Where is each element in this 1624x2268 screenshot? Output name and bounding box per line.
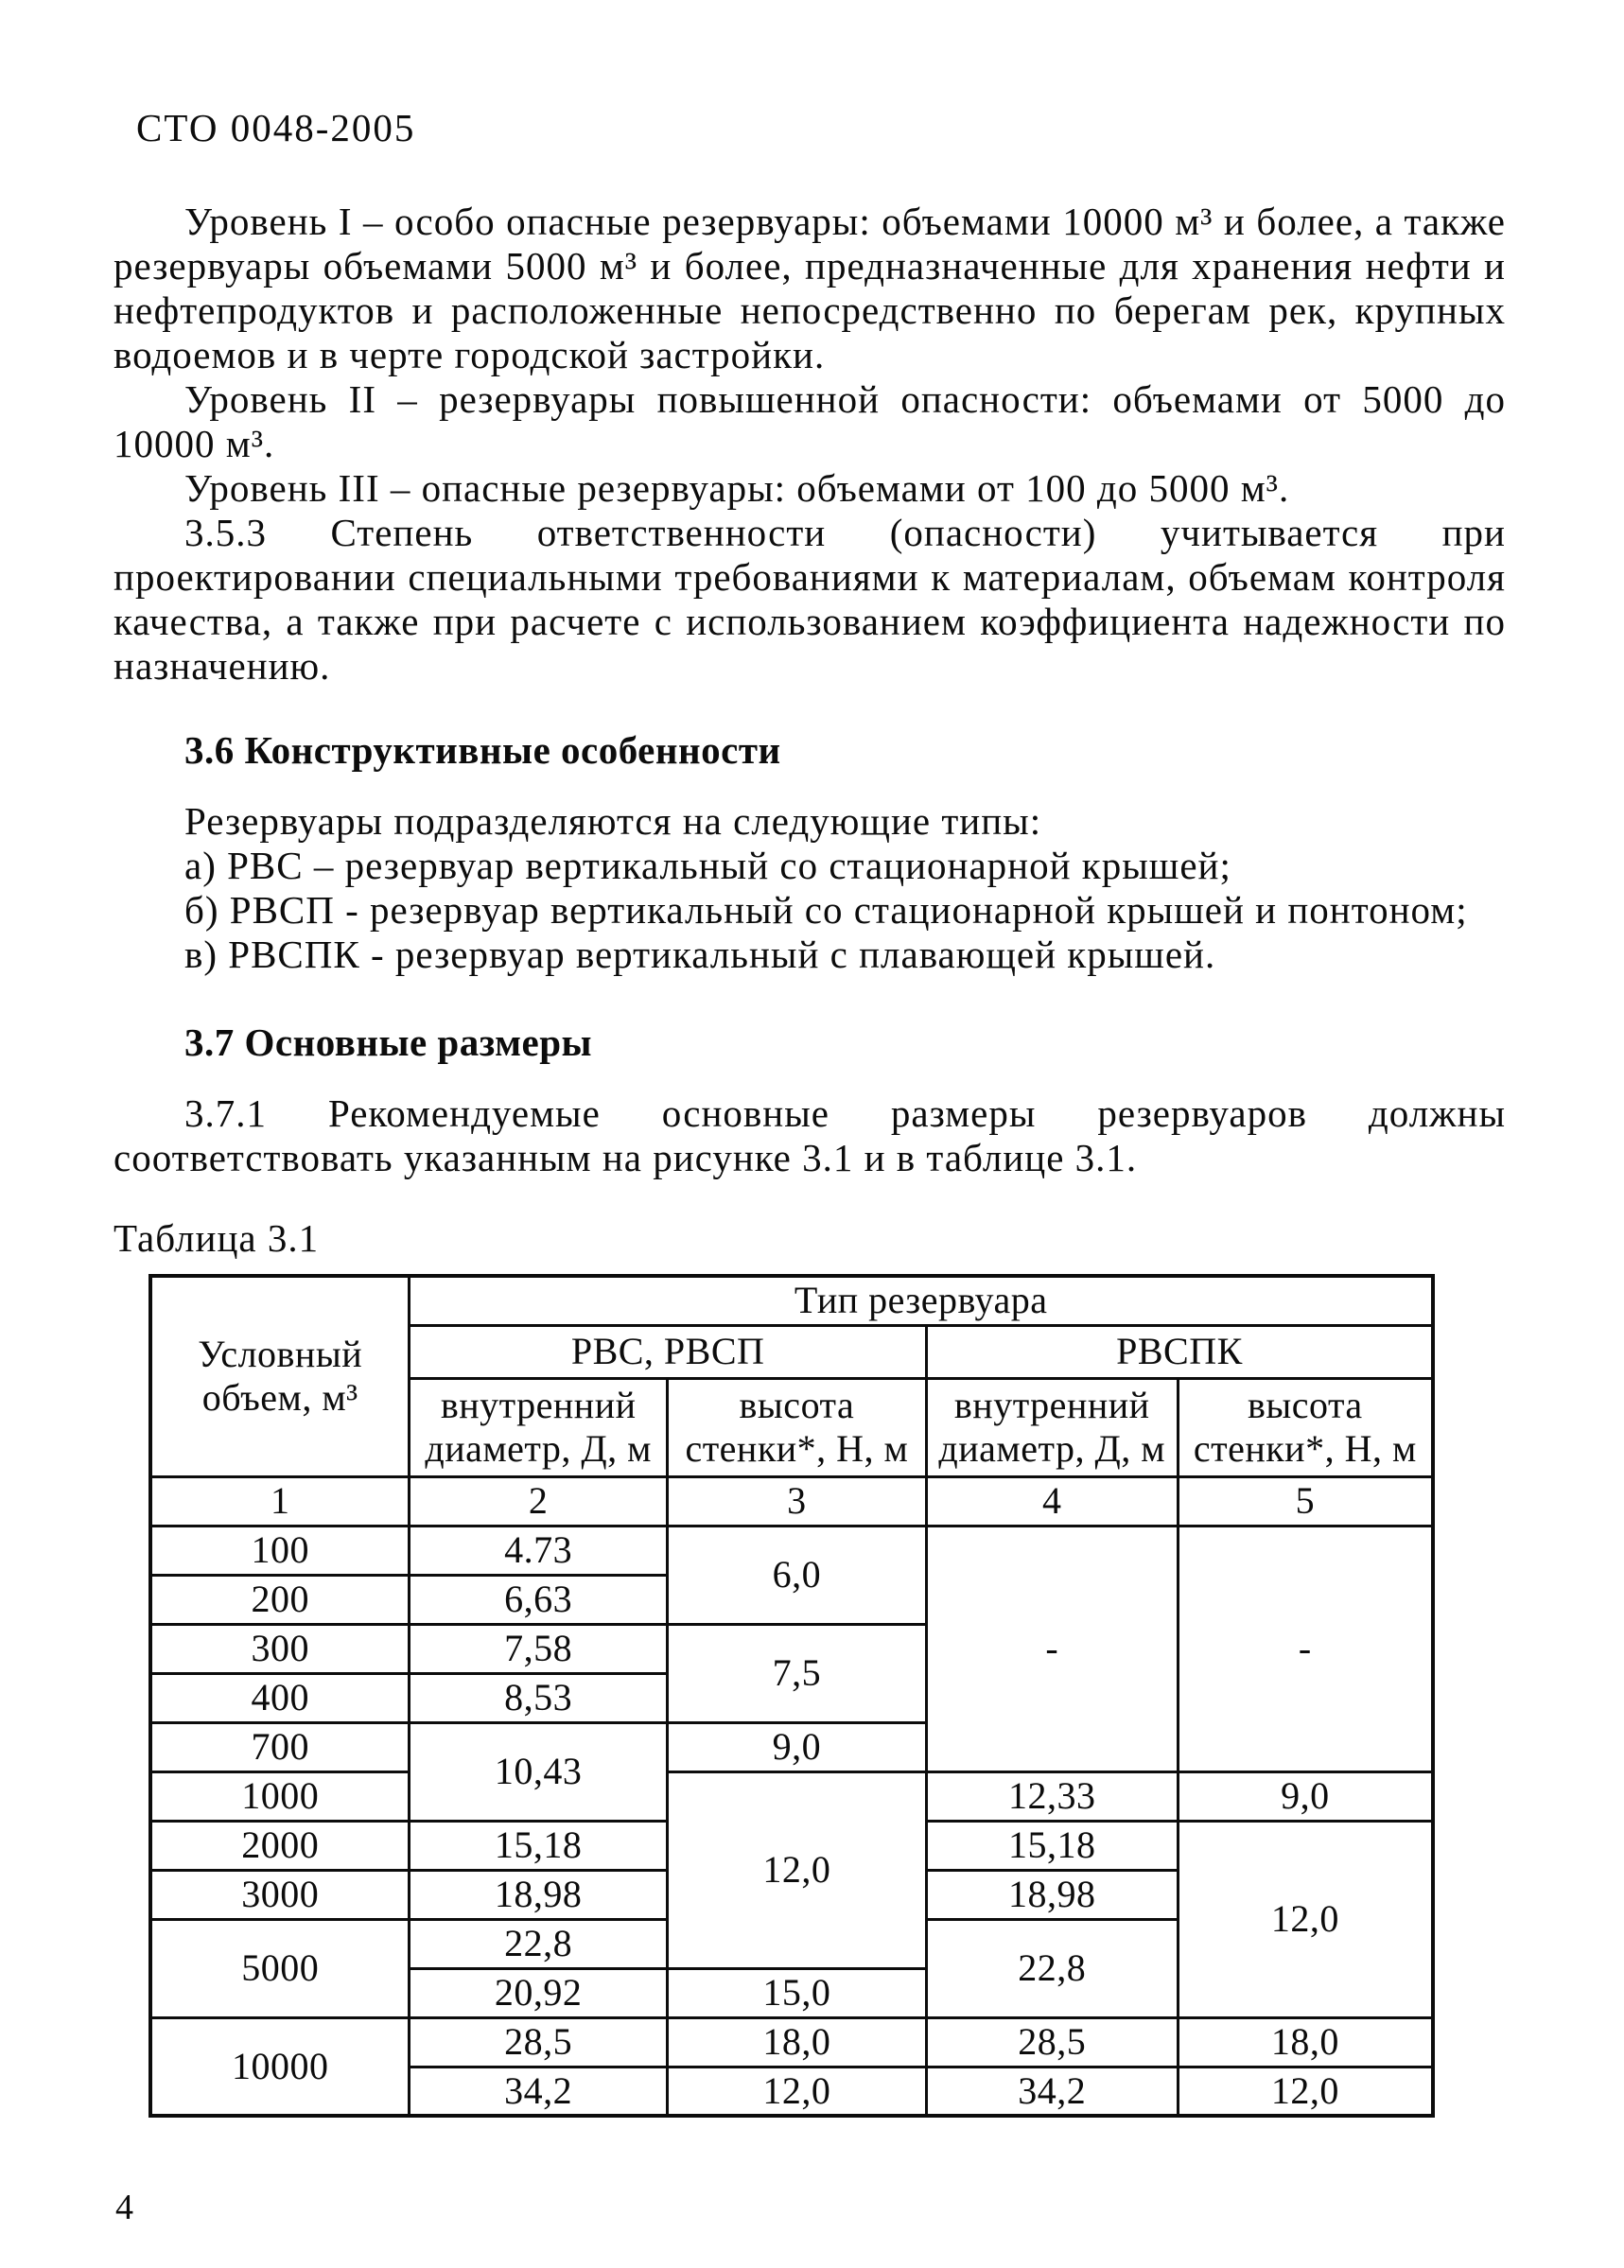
cell-d-rvs: 20,92 [410,1968,668,2017]
cell-d-rvspk-empty: - [926,1526,1178,1771]
cell-d-rvs: 34,2 [410,2067,668,2116]
col-index-4: 4 [926,1476,1178,1526]
col-index-3: 3 [667,1476,926,1526]
cell-h-rvspk: 9,0 [1178,1771,1433,1821]
table-caption: Таблица 3.1 [114,1216,320,1260]
col-index-1: 1 [150,1476,410,1526]
cell-volume: 3000 [150,1870,410,1919]
cell-h-rvs: 12,0 [667,2067,926,2116]
header-cell-group-rvspk: РВСПК [926,1325,1433,1378]
header-cell-diameter-rvspk: внутренний диаметр, Д, м [926,1378,1178,1476]
cell-d-rvs: 10,43 [410,1722,668,1821]
paragraph-3-5-3: 3.5.3 Степень ответственности (опасности) учитывается при проектировании специальными требованиями к материалам, объемам контроля качества, а также при расчете с использованием коэффициента надежности по назначению. [114,511,1506,688]
cell-d-rvspk: 28,5 [926,2017,1178,2067]
cell-volume: 2000 [150,1821,410,1870]
cell-d-rvs: 22,8 [410,1919,668,1968]
cell-h-rvspk: 12,0 [1178,2067,1433,2116]
header-cell-height-rvspk: высота стенки*, Н, м [1178,1378,1433,1476]
cell-h-rvs: 7,5 [667,1624,926,1722]
list-item-v: в) РВСПК - резервуар вертикальный с плавающей крышей. [184,933,1216,976]
cell-h-rvs: 18,0 [667,2017,926,2067]
cell-volume: 5000 [150,1919,410,2017]
header-cell-type: Тип резервуара [410,1276,1433,1325]
cell-d-rvs: 15,18 [410,1821,668,1870]
header-cell-group-rvs: РВС, РВСП [410,1325,926,1378]
cell-volume: 300 [150,1624,410,1673]
cell-d-rvspk: 22,8 [926,1919,1178,2017]
cell-h-rvspk: 18,0 [1178,2017,1433,2067]
header-cell-volume: Условный объем, м³ [150,1276,410,1476]
cell-volume: 400 [150,1673,410,1722]
cell-h-rvs: 12,0 [667,1771,926,1968]
list-item-b: б) РВСП - резервуар вертикальный со стационарной крышей и понтоном; [184,888,1468,932]
cell-d-rvspk: 34,2 [926,2067,1178,2116]
cell-h-rvspk: 12,0 [1178,1821,1433,2017]
header-cell-diameter-rvs: внутренний диаметр, Д, м [410,1378,668,1476]
paragraph-level-2: Уровень II – резервуары повышенной опасности: объемами от 5000 до 10000 м³. [114,377,1506,465]
paragraph-types-intro: Резервуары подразделяются на следующие типы: [184,799,1042,843]
cell-h-rvspk-empty: - [1178,1526,1433,1771]
cell-d-rvspk: 15,18 [926,1821,1178,1870]
paragraph-3-7-1: 3.7.1 Рекомендуемые основные размеры резервуаров должны соответствовать указанным на рисунке 3.1 и в таблице 3.1. [114,1091,1506,1179]
cell-d-rvspk: 12,33 [926,1771,1178,1821]
cell-d-rvs: 7,58 [410,1624,668,1673]
page-number: 4 [115,2188,133,2227]
cell-volume: 700 [150,1722,410,1771]
cell-d-rvs: 18,98 [410,1870,668,1919]
cell-d-rvs: 8,53 [410,1673,668,1722]
col-index-5: 5 [1178,1476,1433,1526]
cell-volume: 10000 [150,2017,410,2116]
cell-volume: 100 [150,1526,410,1575]
paragraph-level-3: Уровень III – опасные резервуары: объемами от 100 до 5000 м³. [184,466,1290,510]
cell-d-rvspk: 18,98 [926,1870,1178,1919]
heading-3-7: 3.7 Основные размеры [184,1021,593,1064]
cell-h-rvs: 9,0 [667,1722,926,1771]
cell-d-rvs: 4.73 [410,1526,668,1575]
table-3-1 [148,1274,1435,2118]
cell-h-rvs: 6,0 [667,1526,926,1624]
cell-d-rvs: 6,63 [410,1575,668,1624]
doc-number: СТО 0048-2005 [136,106,416,149]
list-item-a: а) РВС – резервуар вертикальный со стационарной крышей; [184,844,1231,887]
header-cell-height-rvs: высота стенки*, Н, м [667,1378,926,1476]
cell-h-rvs: 15,0 [667,1968,926,2017]
heading-3-6: 3.6 Конструктивные особенности [184,728,781,772]
cell-d-rvs: 28,5 [410,2017,668,2067]
cell-volume: 1000 [150,1771,410,1821]
col-index-2: 2 [410,1476,668,1526]
paragraph-level-1: Уровень I – особо опасные резервуары: объемами 10000 м³ и более, а также резервуары объемами 5000 м³ и более, предназначенные для хранения нефти и нефтепродуктов и расположенные непосредственно по берегам рек, крупных водоемов и в черте городской застройки. [114,200,1506,376]
cell-volume: 200 [150,1575,410,1624]
